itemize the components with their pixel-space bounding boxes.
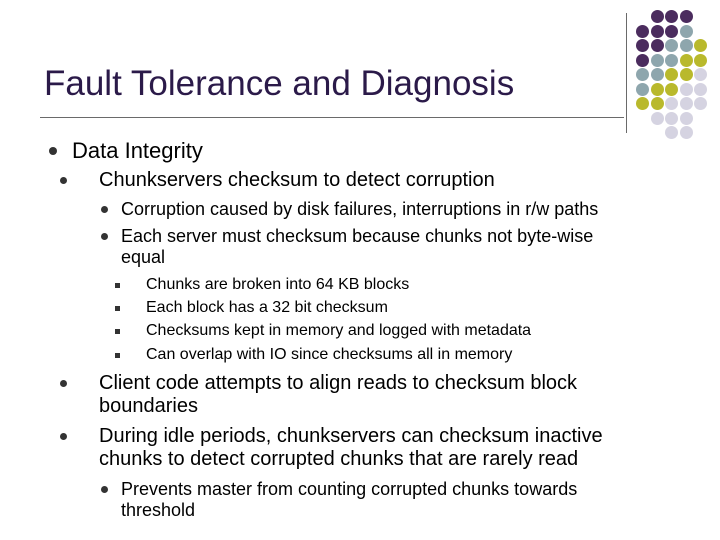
- bullet-corruption-causes: [121, 199, 598, 220]
- decor-dot: [651, 25, 664, 38]
- title-underline: [40, 117, 624, 118]
- bullet-dot-icon: [101, 206, 108, 213]
- bullet-each-server-checksum: [121, 226, 593, 267]
- decor-dot: [665, 10, 678, 23]
- decor-dot: [680, 83, 693, 96]
- bullet-idle-periods: [99, 425, 603, 471]
- bullet-text-line2: threshold: [121, 499, 196, 520]
- slide-title: Fault Tolerance and Diagnosis: [44, 64, 515, 103]
- decor-dot: [694, 39, 707, 52]
- decor-dot: [636, 68, 649, 81]
- bullet-text: Chunks are broken into 64 KB blocks: [146, 276, 410, 293]
- decor-dot: [665, 25, 678, 38]
- bullet-dot-icon: [60, 177, 67, 184]
- decor-dot: [694, 97, 707, 110]
- bullet-text: Each block has a 32 bit checksum: [146, 299, 388, 316]
- bullet-text-line1: Client code attempts to align reads to checksum block: [99, 372, 578, 394]
- decor-dot: [636, 83, 649, 96]
- bullet-text: Can overlap with IO since checksums all in memory: [146, 346, 513, 363]
- decor-dot: [665, 97, 678, 110]
- bullet-dot-icon: [101, 233, 108, 240]
- bullet-chunk-blocks: [146, 276, 409, 294]
- decor-dot: [665, 68, 678, 81]
- decor-dot: [680, 126, 693, 139]
- decor-dot: [680, 25, 693, 38]
- decor-dot: [651, 83, 664, 96]
- decor-dot: [680, 112, 693, 125]
- decor-dot: [694, 83, 707, 96]
- bullet-client-code-align: [99, 372, 577, 418]
- bullet-text: Checksums kept in memory and logged with metadata: [146, 322, 532, 339]
- decor-dot: [680, 54, 693, 67]
- decor-dot: [636, 54, 649, 67]
- decor-dot: [636, 39, 649, 52]
- bullet-text-line2: chunks to detect corrupted chunks that are rarely read: [99, 447, 579, 470]
- decor-dot: [651, 97, 664, 110]
- decor-dot: [651, 39, 664, 52]
- decor-dot: [651, 10, 664, 23]
- bullet-square-icon: [115, 353, 120, 358]
- bullet-text-line1: During idle periods, chunkservers can checksum inactive: [99, 425, 603, 447]
- bullet-dot-icon: [60, 380, 67, 387]
- decor-vertical-rule: [626, 13, 627, 133]
- decor-dot: [665, 39, 678, 52]
- bullet-text-line1: Prevents master from counting corrupted chunks towards: [121, 479, 578, 499]
- decor-dot: [680, 68, 693, 81]
- bullet-text-line1: Each server must checksum because chunks not byte-wise: [121, 226, 594, 246]
- bullet-text: Data Integrity: [72, 138, 203, 163]
- decor-dot: [680, 97, 693, 110]
- decor-dot: [694, 54, 707, 67]
- decor-dot: [651, 112, 664, 125]
- decor-dot: [651, 68, 664, 81]
- bullet-square-icon: [115, 283, 120, 288]
- decor-dot: [636, 97, 649, 110]
- bullet-checksums-memory: [146, 322, 531, 340]
- bullet-text: Corruption caused by disk failures, interruptions in r/w paths: [121, 199, 599, 219]
- bullet-dot-icon: [60, 433, 67, 440]
- bullet-overlap-io: [146, 346, 512, 364]
- bullet-dot-icon: [101, 486, 108, 493]
- bullet-dot-icon: [49, 147, 57, 155]
- decor-dot: [665, 54, 678, 67]
- bullet-data-integrity: [72, 138, 203, 163]
- decor-dot: [636, 25, 649, 38]
- decor-dot: [665, 83, 678, 96]
- decor-dot: [651, 54, 664, 67]
- bullet-block-checksum: [146, 299, 388, 317]
- bullet-square-icon: [115, 306, 120, 311]
- bullet-square-icon: [115, 329, 120, 334]
- decor-dot: [680, 39, 693, 52]
- bullet-text-line2: equal: [121, 246, 166, 267]
- decor-dot: [680, 10, 693, 23]
- decor-dot: [665, 112, 678, 125]
- bullet-chunkservers-checksum: [99, 169, 495, 192]
- decor-dot: [665, 126, 678, 139]
- bullet-text: Chunkservers checksum to detect corruption: [99, 169, 495, 191]
- bullet-text-line2: boundaries: [99, 394, 198, 417]
- bullet-prevents-master: [121, 479, 577, 520]
- decor-dot: [694, 68, 707, 81]
